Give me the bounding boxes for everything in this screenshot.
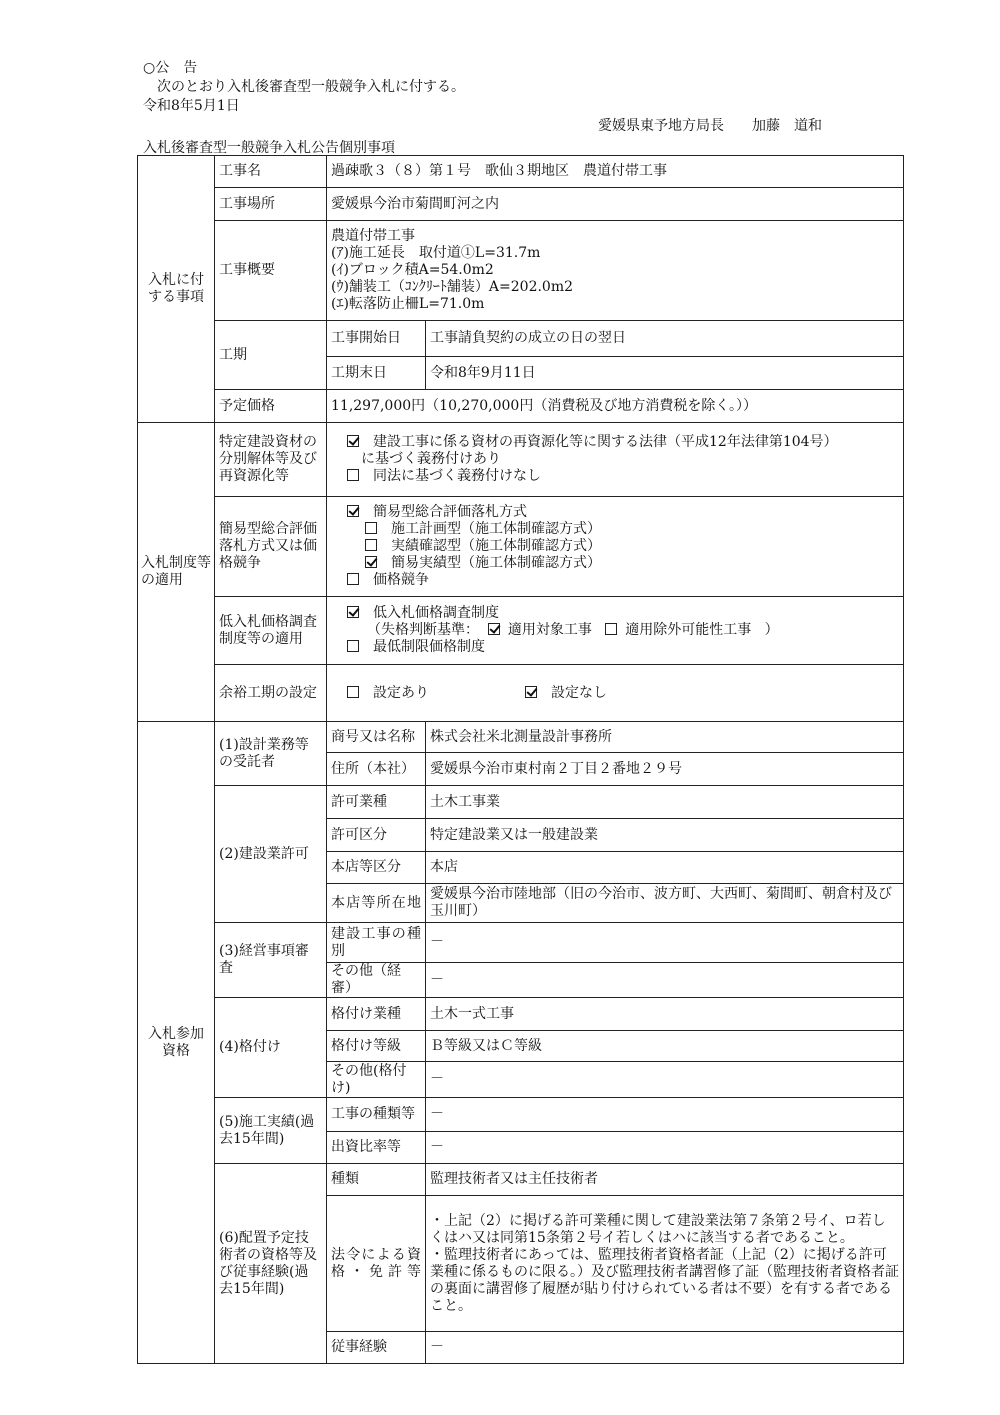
eval-sub3-text: 簡易実績型（施工体制確認方式）: [391, 555, 601, 571]
value-q2-type: 土木工事業: [426, 786, 904, 819]
label-q2-loc: 本店等所在地: [327, 884, 426, 923]
label-q2-office: 本店等区分: [327, 852, 426, 884]
value-q2-office: 本店: [426, 852, 904, 884]
label-q4-other: その他(格付け): [327, 1062, 426, 1098]
signer: [598, 115, 822, 135]
criteria-opt1-checkbox[interactable]: [488, 623, 500, 635]
value-q3-other: －: [426, 963, 904, 998]
value-q5-ratio: －: [426, 1132, 904, 1164]
row-slack: [138, 665, 904, 722]
value-q2-class: 特定建設業又は一般建設業: [426, 819, 904, 852]
notice-mark: ○公 告: [143, 60, 198, 76]
value-q6-kind: 監理技術者又は主任技術者: [426, 1164, 904, 1196]
slack-yes-text: 設定あり: [373, 684, 429, 701]
criteria-opt2-text: 適用除外可能性工事: [625, 622, 752, 638]
row-overview: [138, 221, 904, 321]
criteria-opt1-text: 適用対象工事: [507, 622, 592, 638]
criteria-close: ）: [764, 622, 779, 638]
label-q2-type: 許可業種: [327, 786, 426, 819]
label-work-place: 工事場所: [215, 188, 327, 221]
label-q6: (6)配置予定技術者の資格等及び従事経験(過去15年間): [215, 1164, 327, 1364]
eval-sub2-text: 実績確認型（施工体制確認方式）: [391, 538, 601, 554]
row-low: [138, 597, 904, 665]
label-q5-kind: 工事の種類等: [327, 1098, 426, 1132]
recycle-yes-checkbox[interactable]: [347, 435, 359, 447]
row-q3-kind: [138, 923, 904, 963]
row-work-place: [138, 188, 904, 221]
overview-line: (ｱ)施工延長 取付道①L=31.7m: [331, 245, 541, 261]
recycle-yes-text2: に基づく義務付けあり: [361, 451, 501, 467]
row-q6-kind: [138, 1164, 904, 1196]
recycle-no-checkbox[interactable]: [347, 469, 359, 481]
value-q6-law: [426, 1196, 904, 1332]
label-end: 工期末日: [327, 357, 426, 390]
notice-date: 令和8年5月1日: [143, 98, 240, 114]
recycle-no-text: 同法に基づく義務付けなし: [373, 468, 541, 484]
label-start: 工事開始日: [327, 321, 426, 357]
value-price: 11,297,000円（10,270,000円（消費税及び地方消費税を除く。））: [327, 390, 904, 423]
notice-intro: 次のとおり入札後審査型一般競争入札に付する。: [157, 79, 465, 95]
value-low: [327, 597, 904, 665]
value-q4-other: －: [426, 1062, 904, 1098]
criteria-opt2-checkbox[interactable]: [605, 623, 617, 635]
row-eval: [138, 497, 904, 597]
label-q5-ratio: 出資比率等: [327, 1132, 426, 1164]
eval-price-text: 価格競争: [373, 572, 429, 588]
value-end: 令和8年9月11日: [426, 357, 904, 390]
slack-no-checkbox[interactable]: [525, 686, 537, 698]
page-subtitle: 入札後審査型一般競争入札公告個別事項: [143, 140, 395, 156]
row-q4-type: [138, 998, 904, 1031]
eval-sub2-checkbox[interactable]: [365, 539, 377, 551]
value-q1-name: 株式会社米北測量設計事務所: [426, 722, 904, 753]
low-min-text: 最低制限価格制度: [373, 639, 485, 655]
value-q2-loc: 愛媛県今治市陸地部（旧の今治市、波方町、大西町、菊間町、朝倉村及び玉川町）: [426, 884, 904, 923]
row-period-start: [138, 321, 904, 357]
value-q4-type: 土木一式工事: [426, 998, 904, 1031]
low-min-checkbox[interactable]: [347, 640, 359, 652]
overview-line: 農道付帯工事: [331, 228, 415, 244]
recycle-yes-text: 建設工事に係る資材の再資源化等に関する法律（平成12年法律第104号）: [373, 434, 838, 450]
section-qual: 入札参加資格: [138, 722, 215, 1364]
label-eval: 簡易型総合評価落札方式又は価格競争: [215, 497, 327, 597]
label-q1-addr: 住所（本社）: [327, 753, 426, 786]
value-q5-kind: －: [426, 1098, 904, 1132]
label-period: 工期: [215, 321, 327, 390]
label-q3-kind: 建設工事の種別: [327, 923, 426, 963]
eval-main-checkbox[interactable]: [347, 505, 359, 517]
value-q4-grade: Ｂ等級又はＣ等級: [426, 1031, 904, 1062]
row-work-name: [138, 156, 904, 188]
value-work-name: 過疎歌３（８）第１号 歌仙３期地区 農道付帯工事: [327, 156, 904, 188]
label-slack: 余裕工期の設定: [215, 665, 327, 722]
q6-law-para2: ・監理技術者にあっては、監理技術者資格者証（上記（2）に掲げる許可業種に係るものに限る。）及び監理技術者講習修了証（監理技術者資格者証の裏面に講習修了履歴が貼り付けられている者は不要）を有する者であること。: [430, 1246, 899, 1314]
low-main-checkbox[interactable]: [347, 606, 359, 618]
label-q3: (3)経営事項審査: [215, 923, 327, 998]
q6-law-para1: ・上記（2）に掲げる許可業種に関して建設業法第７条第２号イ、ロ若しくはハ又は同第15条第２号イ若しくはハに該当する者であること。: [430, 1212, 886, 1246]
section-bid: 入札に付する事項: [138, 156, 215, 423]
section-system: 入札制度等の適用: [138, 423, 215, 722]
low-main-text: 低入札価格調査制度: [373, 605, 499, 621]
label-recycle: 特定建設資材の分別解体等及び再資源化等: [215, 423, 327, 497]
label-q6-law: 法令による資格・免許等: [327, 1196, 426, 1332]
row-q5-kind: [138, 1098, 904, 1132]
label-q1: (1)設計業務等の受託者: [215, 722, 327, 786]
label-overview: 工事概要: [215, 221, 327, 321]
label-q2-class: 許可区分: [327, 819, 426, 852]
label-q5: (5)施工実績(過去15年間): [215, 1098, 327, 1164]
notice-table: [137, 155, 904, 1364]
label-q2: (2)建設業許可: [215, 786, 327, 923]
label-q4: (4)格付け: [215, 998, 327, 1098]
value-q6-exp: －: [426, 1332, 904, 1364]
row-q2-type: [138, 786, 904, 819]
value-work-place: 愛媛県今治市菊間町河之内: [327, 188, 904, 221]
value-eval: [327, 497, 904, 597]
label-q1-name: 商号又は名称: [327, 722, 426, 753]
label-q6-kind: 種類: [327, 1164, 426, 1196]
overview-line: (ｲ)ブロック積A=54.0m2: [331, 262, 494, 278]
value-recycle: [327, 423, 904, 497]
eval-price-checkbox[interactable]: [347, 573, 359, 585]
eval-sub3-checkbox[interactable]: [365, 556, 377, 568]
label-q6-exp: 従事経験: [327, 1332, 426, 1364]
value-slack: [327, 665, 904, 722]
value-q1-addr: 愛媛県今治市東村南２丁目２番地２９号: [426, 753, 904, 786]
value-q3-kind: －: [426, 923, 904, 963]
signer-name: 加藤 道和: [752, 118, 822, 134]
label-q4-grade: 格付け等級: [327, 1031, 426, 1062]
row-q1-name: [138, 722, 904, 753]
value-start: 工事請負契約の成立の日の翌日: [426, 321, 904, 357]
label-q3-other: その他（経審）: [327, 963, 426, 998]
label-q4-type: 格付け業種: [327, 998, 426, 1031]
slack-yes-checkbox[interactable]: [347, 686, 359, 698]
row-price: [138, 390, 904, 423]
signer-org: 愛媛県東予地方局長: [598, 118, 724, 134]
slack-no-text: 設定なし: [551, 684, 607, 701]
eval-sub1-checkbox[interactable]: [365, 522, 377, 534]
overview-line: (ｴ)転落防止柵L=71.0m: [331, 296, 485, 312]
value-overview: [327, 221, 904, 321]
label-work-name: 工事名: [215, 156, 327, 188]
row-recycle: [138, 423, 904, 497]
eval-sub1-text: 施工計画型（施工体制確認方式）: [391, 521, 601, 537]
overview-line: (ｳ)舗装工（ｺﾝｸﾘｰﾄ舗装）A=202.0m2: [331, 279, 574, 295]
label-low: 低入札価格調査制度等の適用: [215, 597, 327, 665]
criteria-open: （失格判断基準：: [367, 622, 479, 638]
label-price: 予定価格: [215, 390, 327, 423]
eval-main-text: 簡易型総合評価落札方式: [373, 504, 527, 520]
